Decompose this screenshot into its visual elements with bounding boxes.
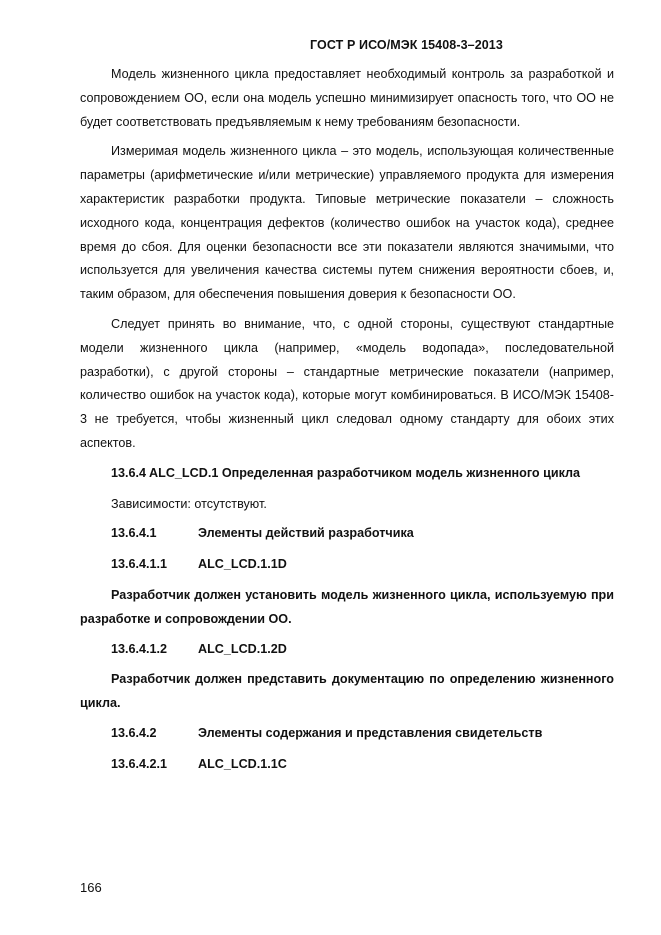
item-title: Элементы содержания и представления свидетельств bbox=[198, 725, 543, 740]
item-title: ALC_LCD.1.1C bbox=[198, 756, 287, 771]
item-heading bbox=[80, 638, 614, 662]
paragraph-standard-models: Следует принять во внимание, что, с одной стороны, существуют стандартные модели жизненного цикла (например, «модель водопада», последовательной разработки), с другой стороны – стандартные метрические показатели (например, количество ошибок на участок кода), которые могут комбинироваться. В ИСО/МЭК 15408-3 не требуется, чтобы жизненный цикл следовал одному стандарту для обоих этих аспектов. bbox=[80, 316, 614, 450]
item-heading bbox=[80, 753, 614, 777]
item-title: Элементы действий разработчика bbox=[198, 526, 414, 541]
item-number: 13.6.4.1.1 bbox=[111, 557, 168, 572]
item-title: ALC_LCD.1.1D bbox=[198, 557, 287, 572]
item-heading bbox=[80, 722, 614, 746]
document-header: ГОСТ Р ИСО/МЭК 15408-3–2013 bbox=[310, 38, 503, 52]
item-title: ALC_LCD.1.2D bbox=[198, 641, 287, 656]
item-number: 13.6.4.1 bbox=[111, 526, 157, 541]
page-content bbox=[80, 63, 614, 784]
item-number: 13.6.4.2 bbox=[111, 725, 157, 740]
paragraph-lifecycle-control: Модель жизненного цикла предоставляет необходимый контроль за разработкой и сопровождением ОО, если она модель успешно минимизирует опасность того, что ОО не будет соответствовать предъявляемым к нему требованиям безопасности. bbox=[80, 67, 614, 129]
section-heading: 13.6.4 ALC_LCD.1 Определенная разработчиком модель жизненного цикла bbox=[111, 465, 581, 480]
dependencies-text: Зависимости: отсутствуют. bbox=[111, 496, 267, 511]
item-number: 13.6.4.2.1 bbox=[111, 756, 168, 771]
requirement-text: Разработчик должен установить модель жизненного цикла, используемую при разработке и сопровождении ОО. bbox=[80, 587, 614, 626]
paragraph-measurable-model: Измеримая модель жизненного цикла – это модель, использующая количественные параметры (арифметические и/или метрические) управляемого продукта для измерения характеристик разработки продукта. Типовые метрические показатели – сложность исходного кода, концентрация дефектов (количество ошибок на участок кода), среднее время до сбоя. Для оценки безопасности все эти показатели являются значимыми, что используется для увеличения качества системы путем снижения вероятности сбоев, и, таким образом, для обеспечения повышения доверия к безопасности ОО. bbox=[80, 144, 614, 302]
page-number: 166 bbox=[80, 880, 102, 895]
requirement-text: Разработчик должен представить документацию по определению жизненного цикла. bbox=[80, 672, 614, 711]
item-heading bbox=[80, 553, 614, 577]
item-heading bbox=[80, 522, 614, 546]
item-number: 13.6.4.1.2 bbox=[111, 641, 168, 656]
